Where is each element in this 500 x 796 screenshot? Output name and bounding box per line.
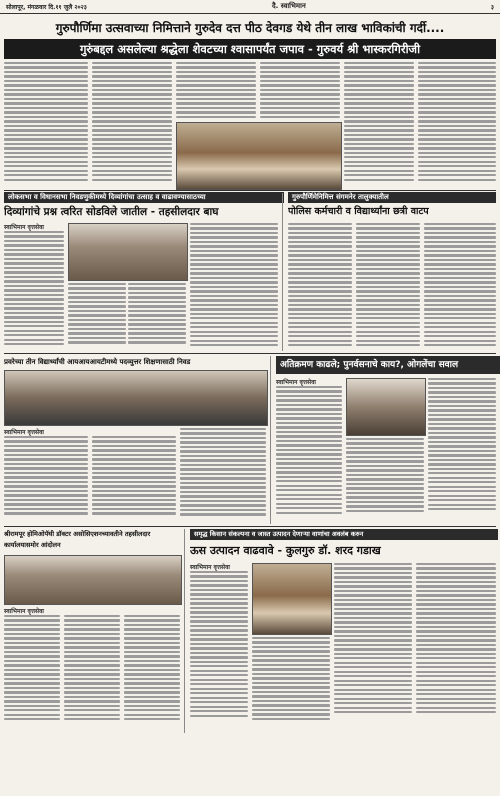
- story2-headline: दिव्यांगांचे प्रश्न त्वरित सोडविले जातील - तहसीलदार बाघ: [4, 206, 219, 218]
- story7-dateline: स्वाभिमान वृत्तसेवा: [190, 564, 230, 571]
- story7-headline: ऊस उत्पादन वाढवावे - कुलगुरु डॉ. शरद गडाख: [190, 544, 381, 557]
- story4-students-photo: [4, 370, 268, 426]
- story5-dateline: स्वाभिमान वृत्तसेवा: [276, 379, 316, 386]
- story5-photo: [346, 378, 426, 436]
- story1-body: [4, 60, 496, 190]
- story1-kicker: गुरुपौर्णिमा उत्सवाच्या निमित्ताने गुरुदेव दत्त पीठ देवगड येथे तीन लाख भाविकांची गर्दी....: [55, 20, 445, 35]
- story6-protest-photo: [4, 555, 182, 605]
- story4-dateline: स्वाभिमान वृत्तसेवा: [4, 429, 44, 436]
- story3-column-2: [356, 223, 420, 351]
- story2-dateline: स्वाभिमान वृत्तसेवा: [4, 224, 44, 231]
- masthead-date: सोलापूर, मंगळवार दि.११ जुलै २०२३: [6, 3, 87, 11]
- story1-column-5: [344, 62, 414, 188]
- story6-column-2: [64, 615, 120, 731]
- story1-column-3: [176, 62, 256, 122]
- story6-dateline: स्वाभिमान वृत्तसेवा: [4, 608, 44, 615]
- story2-column-1: [4, 231, 64, 351]
- story6-column-3: [124, 615, 180, 731]
- story2-column-3: [128, 283, 186, 351]
- story6-story7-band: [4, 527, 496, 735]
- column-divider: [184, 529, 185, 733]
- masthead-paper-name: दै. स्वाभिमान: [271, 2, 306, 10]
- story1-column-1: [4, 62, 88, 188]
- story2-kicker: लोकसभा व विधानसभा निवडणुकीमध्ये दिव्यांगांचा उत्साह व वाढावण्यासाठच्या: [4, 192, 284, 203]
- page-number: ३: [490, 3, 494, 11]
- story3-column-1: [288, 223, 352, 351]
- column-divider: [282, 193, 283, 351]
- story7-kicker: समृद्ध किसान संकल्पना व जास्त उत्पादन देणाऱ्या वाणांचा अवलंब करुन: [190, 529, 498, 540]
- story1-crowd-photo: [176, 122, 342, 190]
- story5-column-3: [428, 378, 496, 522]
- story5-column-1: [276, 386, 342, 522]
- story2-story3-band: [4, 191, 496, 353]
- story3-kicker: गुरुपौर्णिमेनिमित्त संगमनेर तालुक्यातील: [288, 192, 496, 203]
- story5-column-2: [346, 438, 424, 522]
- story3-column-3: [424, 223, 496, 351]
- story1-headline: गुरुंबद्दल असलेल्या श्रद्धेला शेवटच्या श्वासापर्यंत जपाव - गुरुवर्य श्री भास्करगिरीजी: [4, 39, 496, 59]
- story7-column-3: [334, 563, 412, 731]
- story4-headline: प्रवरेच्या तीन विद्यार्थ्यांची आयआयआयटीमध्ये पदव्युत्तर शिक्षणासाठी निवड: [4, 358, 191, 366]
- story2-column-4: [190, 223, 278, 351]
- story2-photo: [68, 223, 188, 281]
- story7-column-1: [190, 571, 248, 731]
- story4-column-1: [4, 436, 88, 524]
- story7-column-2: [252, 637, 330, 731]
- story1-column-2: [92, 62, 172, 188]
- story4-story5-band: [4, 354, 496, 526]
- story6-headline: श्रीरामपूर होमिओपॅथी डॉक्टर असोसिएशनच्यावतीने तहसीलदार कार्यालयासमोर आंदोलन: [4, 530, 151, 549]
- story1-column-6: [418, 62, 496, 188]
- story6-column-1: [4, 615, 60, 731]
- story5-headline: अतिक्रमण काढले; पुनर्वसनाचे काय?, ओगलेंचा सवाल: [276, 356, 500, 374]
- story7-photo: [252, 563, 332, 635]
- story7-column-4: [416, 563, 496, 731]
- story2-column-2: [68, 283, 126, 351]
- story3-headline: पोलिस कर्मचारी व विद्यार्थ्यांना छत्री वाटप: [288, 206, 429, 217]
- story1-column-4: [260, 62, 340, 122]
- column-divider: [270, 356, 271, 524]
- story4-column-3: [180, 428, 266, 524]
- masthead: [0, 0, 500, 14]
- story4-column-2: [92, 436, 176, 524]
